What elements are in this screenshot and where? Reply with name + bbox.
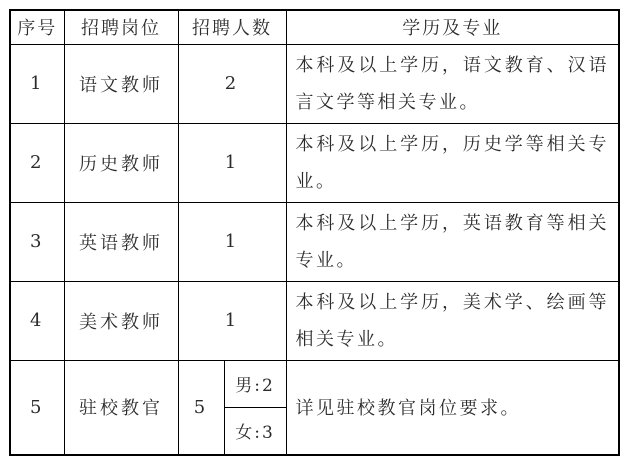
- table-row: [10, 281, 619, 360]
- cell-requirement: 本科及以上学历，美术学、绘画等相关专业。: [286, 281, 619, 360]
- recruitment-table: [9, 9, 620, 456]
- cell-requirement: 详见驻校教官岗位要求。: [286, 360, 619, 455]
- cell-no: 2: [10, 123, 64, 202]
- cell-position: 驻校教官: [64, 360, 178, 455]
- table-row: [10, 360, 619, 407]
- recruitment-table-container: [9, 9, 620, 456]
- cell-requirement: 本科及以上学历，历史学等相关专业。: [286, 123, 619, 202]
- cell-position: 美术教师: [64, 281, 178, 360]
- cell-count: 1: [178, 202, 286, 281]
- cell-position: 历史教师: [64, 123, 178, 202]
- cell-requirement: 本科及以上学历，英语教育等相关专业。: [286, 202, 619, 281]
- table-row: [10, 202, 619, 281]
- cell-position: 英语教师: [64, 202, 178, 281]
- cell-no: 1: [10, 44, 64, 123]
- cell-requirement: 本科及以上学历，语文教育、汉语言文学等相关专业。: [286, 44, 619, 123]
- cell-count-female: 女:3: [224, 407, 286, 455]
- header-row: [10, 10, 619, 44]
- header-no: 序号: [10, 10, 64, 44]
- header-position: 招聘岗位: [64, 10, 178, 44]
- cell-count: 1: [178, 123, 286, 202]
- header-requirement: 学历及专业: [286, 10, 619, 44]
- cell-no: 4: [10, 281, 64, 360]
- cell-count: 2: [178, 44, 286, 123]
- cell-position: 语文教师: [64, 44, 178, 123]
- header-count: 招聘人数: [178, 10, 286, 44]
- table-row: [10, 123, 619, 202]
- cell-count: 1: [178, 281, 286, 360]
- cell-no: 5: [10, 360, 64, 455]
- cell-count-male: 男:2: [224, 360, 286, 407]
- table-row: [10, 44, 619, 123]
- cell-count: 5: [178, 360, 224, 455]
- cell-no: 3: [10, 202, 64, 281]
